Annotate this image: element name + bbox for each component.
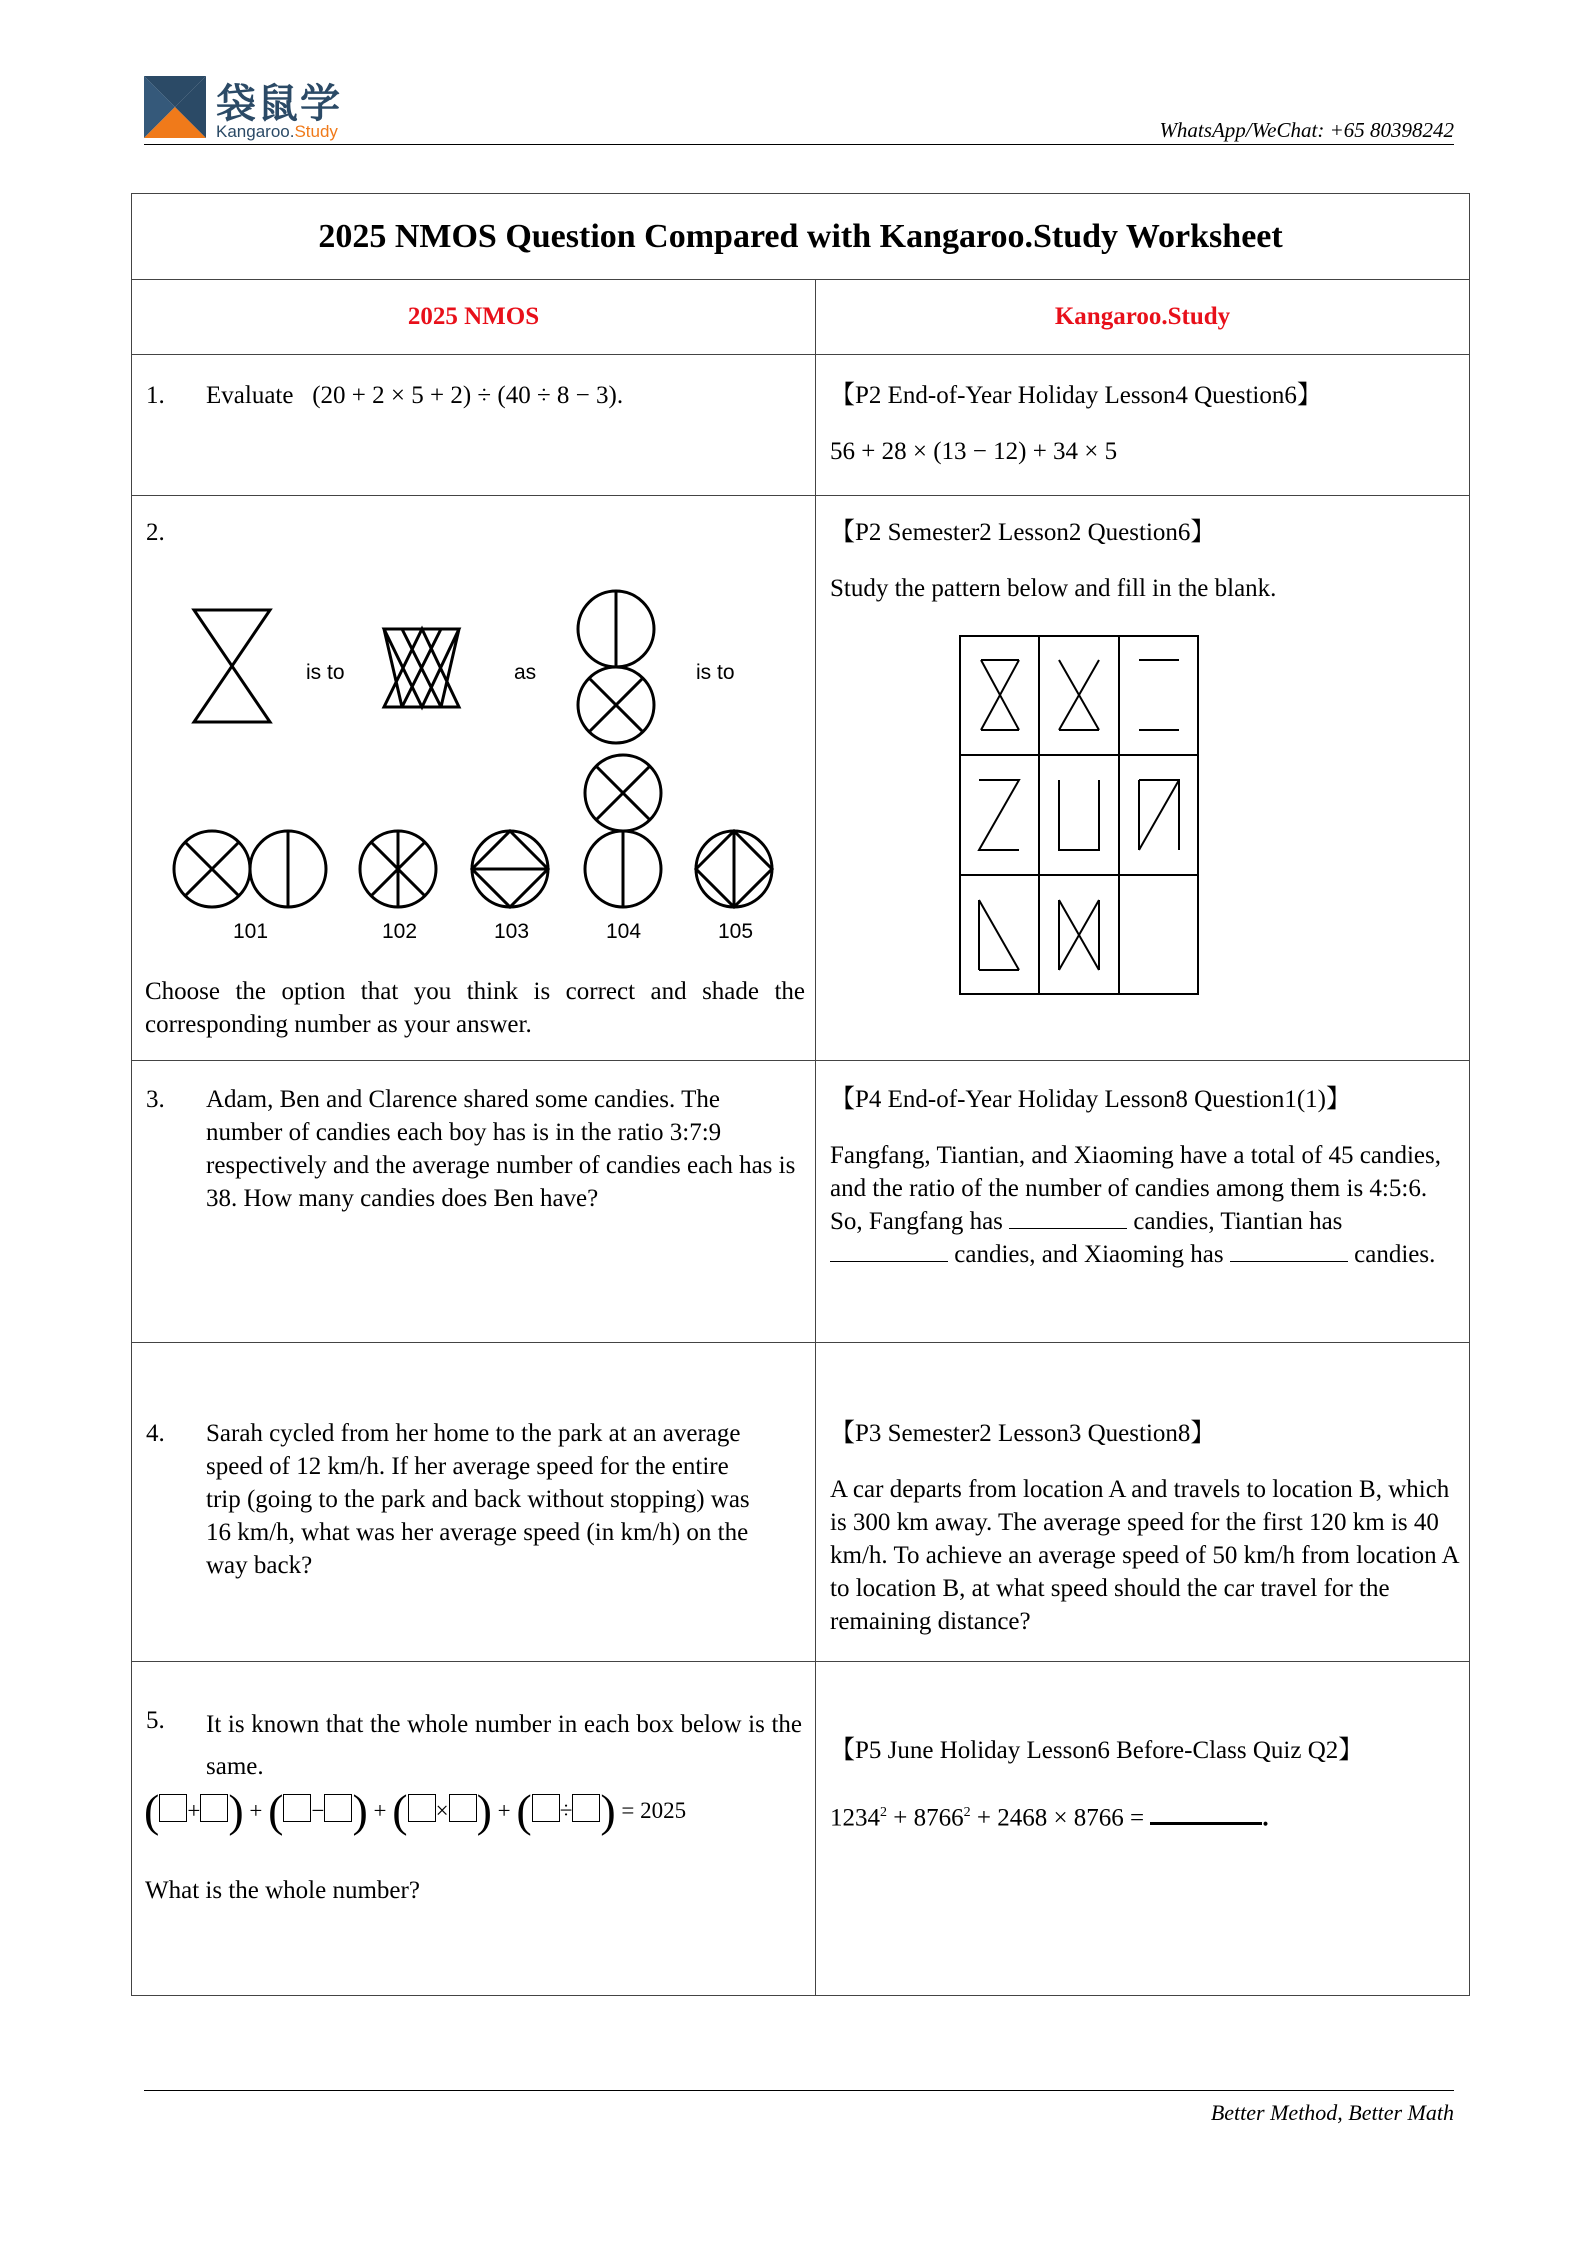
worksheet-expression: $1234^2 + 8766^2 + 2468 \times 8766$ = . (830, 1796, 1269, 1834)
nmos-question-5 (132, 1662, 816, 1996)
brand-chinese-name: 袋鼠学 (216, 81, 342, 127)
answer-box (200, 1794, 228, 1822)
footer-divider (144, 2090, 1454, 2091)
worksheet-reference: 【P2 End-of-Year Holiday Lesson4 Question6】 (830, 382, 1322, 409)
option-label: 102 (382, 920, 418, 943)
option-label: 105 (718, 920, 754, 943)
double-hourglass-shape (384, 629, 459, 707)
nmos-question-3 (132, 1061, 816, 1343)
answer-blank (1230, 1239, 1348, 1262)
kangaroo-question-1 (816, 355, 1470, 496)
comparison-table (131, 193, 1470, 1996)
kangaroo-question-2 (816, 496, 1470, 1061)
answer-blank (1009, 1206, 1127, 1229)
page-header (144, 70, 1454, 146)
question-expression: (20 + 2 × 5 + 2) ÷ (40 ÷ 8 − 3). (312, 382, 624, 409)
nmos-question-4 (132, 1343, 816, 1662)
option-label: 101 (233, 920, 269, 943)
question-instruction: Choose the option that you think is correct and shade the corresponding number as your answer. (145, 978, 805, 1038)
question-text: Evaluate (206, 382, 294, 409)
nmos-question-2 (132, 496, 816, 1061)
answer-box (324, 1794, 352, 1822)
answer-box (572, 1794, 600, 1822)
answer-box (283, 1794, 311, 1822)
worksheet-text: Study the pattern below and fill in the blank. (830, 575, 1277, 602)
question-number: 5. (146, 1707, 165, 1734)
hourglass-shape (194, 610, 270, 722)
column-header-kangaroo: Kangaroo.Study (816, 280, 1470, 355)
answer-box (449, 1794, 477, 1822)
question-number: 3. (146, 1086, 165, 1113)
answer-box (532, 1794, 560, 1822)
question-number: 2. (146, 519, 165, 546)
option-label: 103 (494, 920, 530, 943)
kangaroo-question-3 (816, 1061, 1470, 1343)
label-is-to: is to (696, 661, 735, 684)
header-divider (144, 144, 1454, 145)
answer-blank (830, 1239, 948, 1262)
question-number: 1. (146, 382, 165, 409)
worksheet-text: A car departs from location A and travels to location B, which is 300 km away. The average speed for the first 120 km is 40 km/h. To achieve an average speed of 50 km/h from location A to location B, at what speed should the car travel for the remaining distance? (830, 1476, 1459, 1635)
contact-info: WhatsApp/WeChat: +65 80398242 (1159, 118, 1454, 142)
answer-blank (1150, 1800, 1262, 1825)
brand-english-name: Kangaroo.Study (216, 122, 338, 141)
worksheet-title: 2025 NMOS Question Compared with Kangaroo.Study Worksheet (132, 194, 1470, 280)
worksheet-reference: 【P2 Semester2 Lesson2 Question6】 (830, 519, 1216, 546)
analogy-figure (132, 496, 816, 966)
answer-box (408, 1794, 436, 1822)
nmos-question-1 (132, 355, 816, 496)
question-text: Adam, Ben and Clarence shared some candies. The number of candies each boy has is in the ratio 3:7:9 respectively and the average number of candies each has is 38. How many candies does Ben have? (206, 1086, 796, 1212)
kangaroo-logo-icon (144, 76, 206, 138)
footer-slogan: Better Method, Better Math (1210, 2100, 1454, 2125)
worksheet-reference: 【P3 Semester2 Lesson3 Question8】 (830, 1420, 1216, 1447)
worksheet-text: Fangfang, Tiantian, and Xiaoming have a total of 45 candies, and the ratio of the number of candies among them is 4:5:6. So, Fangfang has candies, Tiantian has candies, and Xiaoming has candies. (830, 1142, 1441, 1268)
worksheet-reference: 【P4 End-of-Year Holiday Lesson8 Question1(1)】 (830, 1086, 1352, 1113)
question-number: 4. (146, 1420, 165, 1447)
question-text: It is known that the whole number in each box below is the same. (206, 1711, 802, 1780)
box-equation: ( + ) + ( − ) + ( × ) + ( ÷ ) = 2025 (144, 1785, 687, 1836)
question-text: Sarah cycled from her home to the park at an average speed of 12 km/h. If her average speed for the entire trip (going to the park and back without stopping) was 16 km/h, what was her average speed (in km/h) on the way back? (206, 1420, 750, 1579)
label-as: as (514, 661, 537, 684)
kangaroo-question-4 (816, 1343, 1470, 1662)
pattern-grid (959, 635, 1201, 997)
answer-box (159, 1794, 187, 1822)
worksheet-reference: 【P5 June Holiday Lesson6 Before-Class Quiz Q2】 (830, 1737, 1364, 1764)
kangaroo-question-5 (816, 1662, 1470, 1996)
label-is-to: is to (306, 661, 345, 684)
question-prompt: What is the whole number? (145, 1877, 420, 1904)
column-header-nmos: 2025 NMOS (132, 280, 816, 355)
worksheet-expression: 56 + 28 × (13 − 12) + 34 × 5 (830, 438, 1118, 465)
option-label: 104 (606, 920, 642, 943)
